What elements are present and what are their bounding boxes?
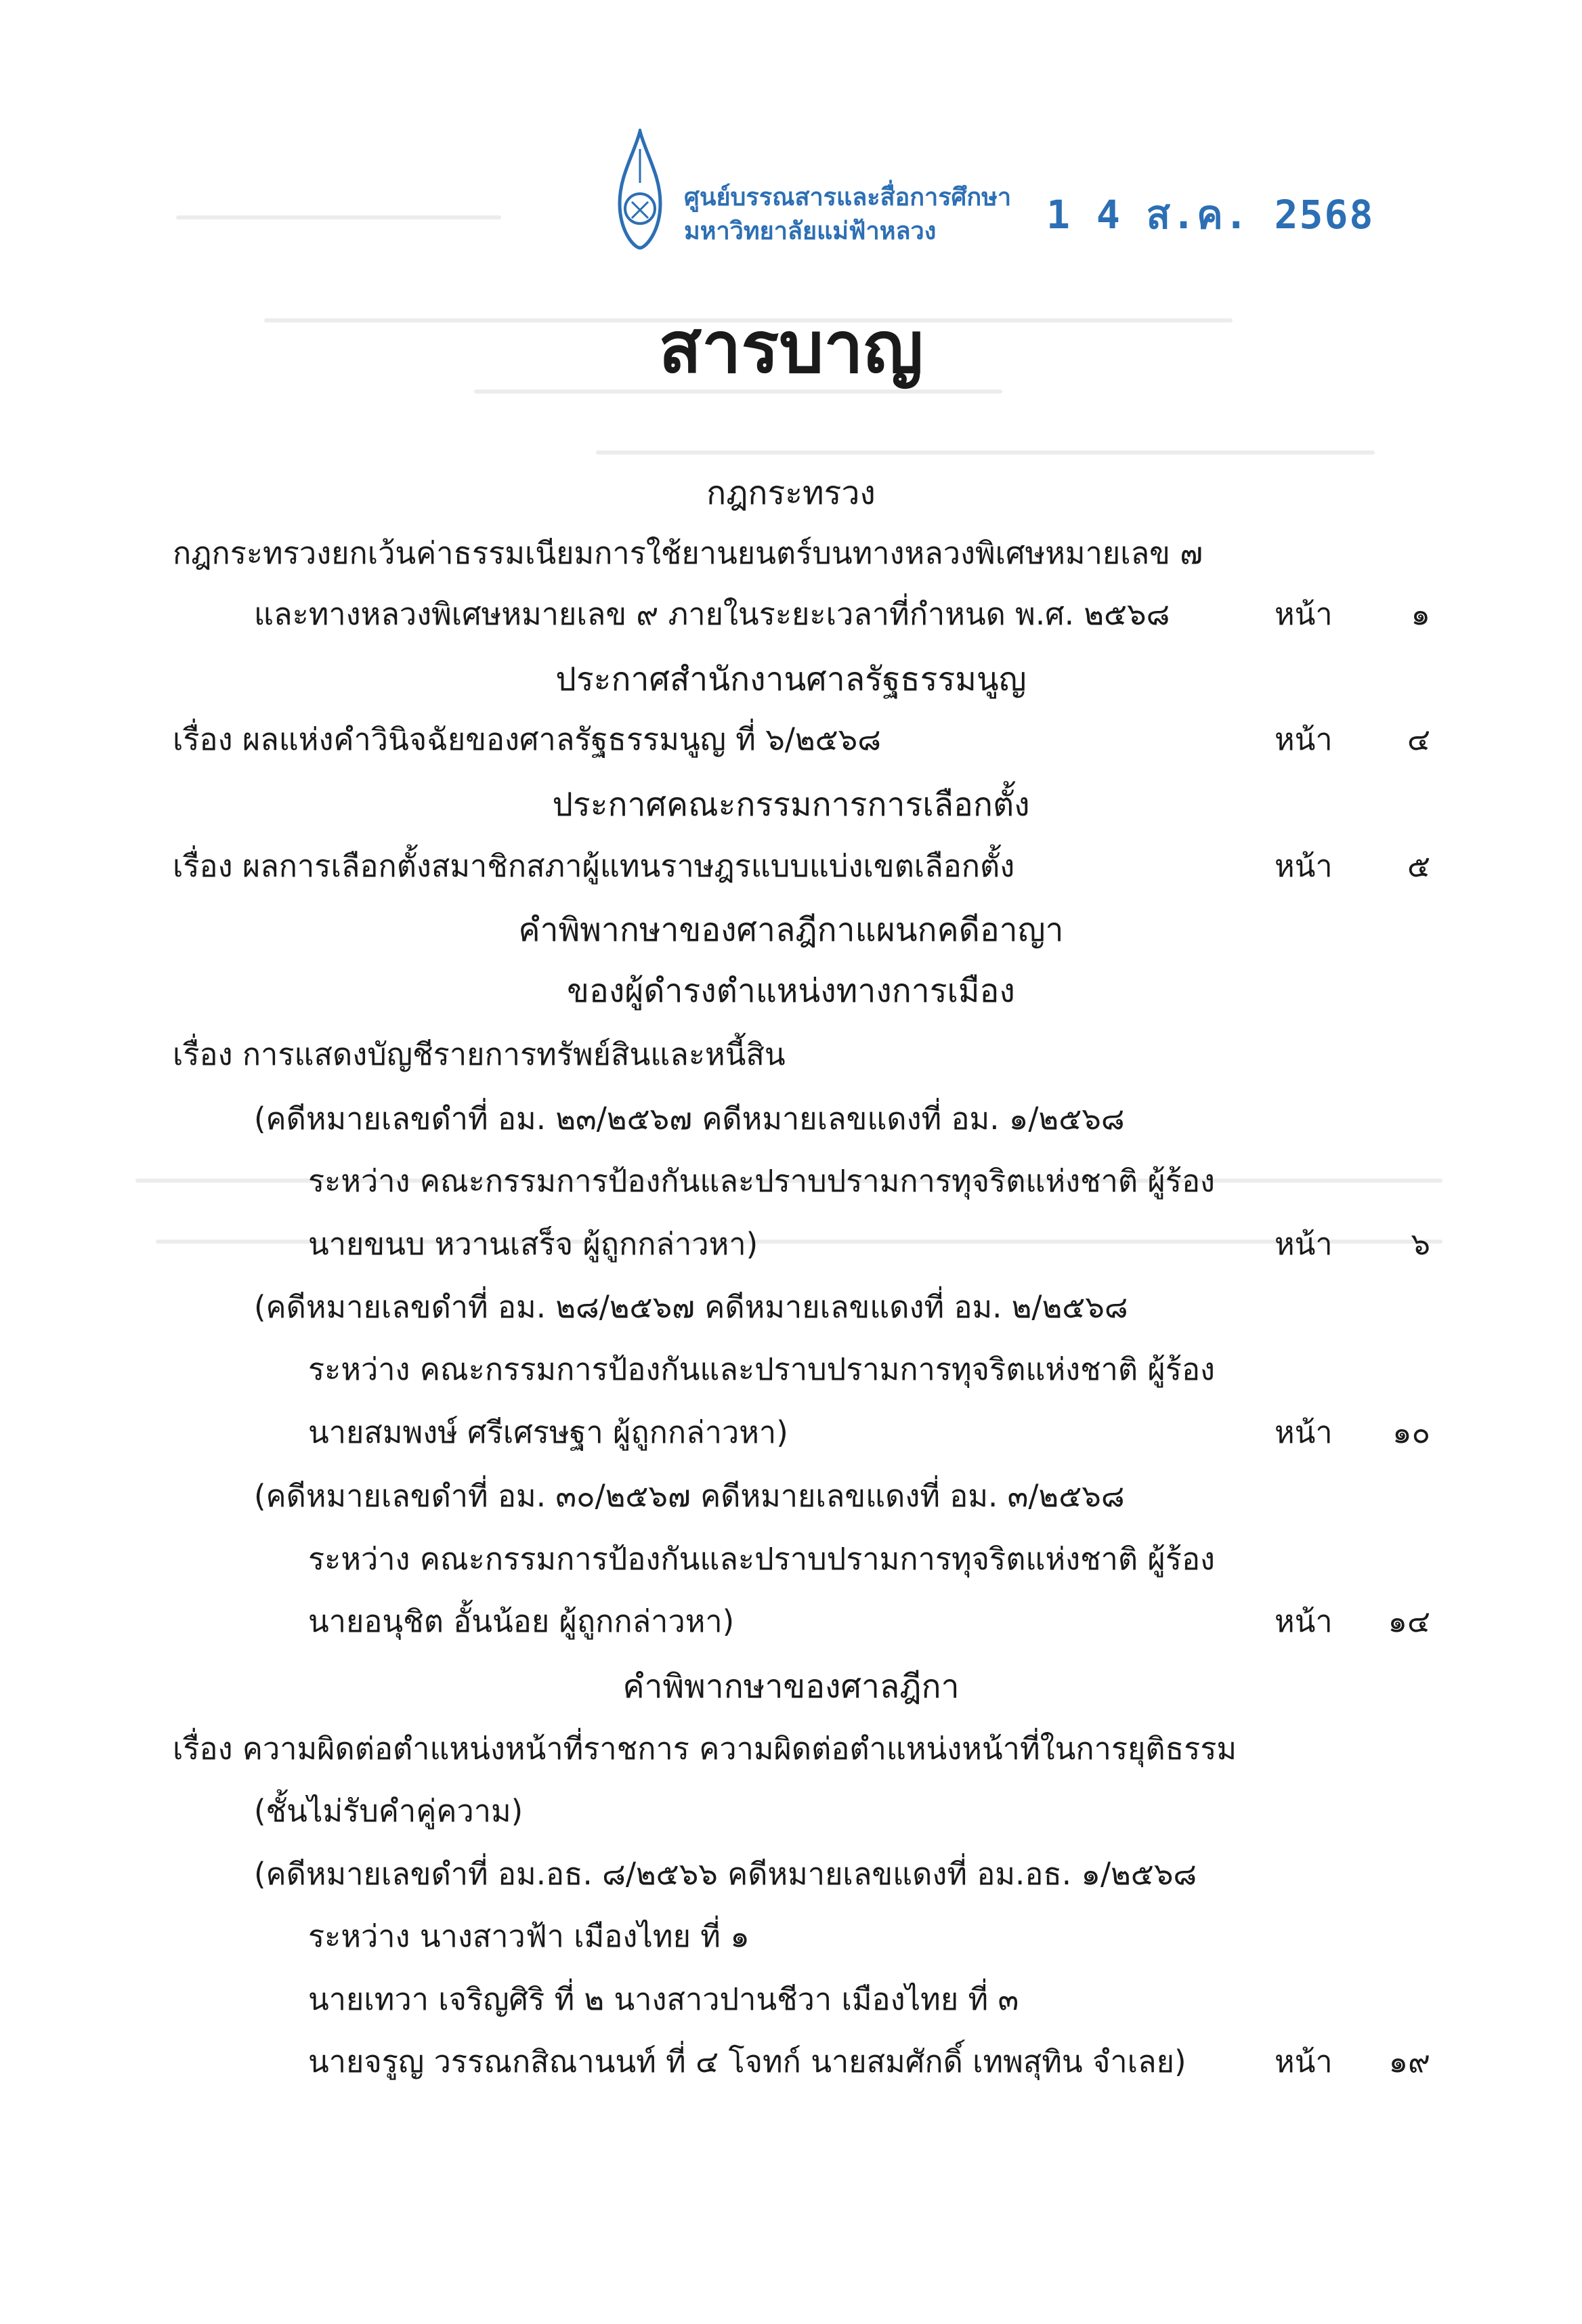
case-defendant-line: นายขนบ หวานเสร็จ ผู้ถูกกล่าวหา) — [308, 1226, 758, 1262]
page-label: หน้า — [1275, 2044, 1333, 2079]
page-label: หน้า — [1275, 1414, 1333, 1450]
bleed-through-mark — [176, 215, 501, 219]
page-number: ๑ — [1411, 596, 1430, 632]
bleed-through-mark — [596, 450, 1375, 455]
toc-entry-text: เรื่อง ความผิดต่อตำแหน่งหน้าที่ราชการ ความผิดต่อตำแหน่งหน้าที่ในการยุติธรรม — [173, 1731, 1237, 1767]
page-label: หน้า — [1275, 848, 1333, 884]
page-label: หน้า — [1275, 1226, 1333, 1262]
page-label: หน้า — [1275, 721, 1333, 757]
case-number-line: (คดีหมายเลขดำที่ อม. ๒๓/๒๕๖๗ คดีหมายเลขแดงที่ อม. ๑/๒๕๖๘ — [254, 1101, 1125, 1137]
toc-entry-text: และทางหลวงพิเศษหมายเลข ๙ ภายในระยะเวลาที่กำหนด พ.ศ. ๒๕๖๘ — [254, 596, 1170, 632]
stamp-university-name: มหาวิทยาลัยแม่ฟ้าหลวง — [684, 217, 937, 245]
section-heading-election-commission: ประกาศคณะกรรมการการเลือกตั้ง — [552, 786, 1030, 824]
toc-entry-text: เรื่อง การแสดงบัญชีรายการทรัพย์สินและหนี้สิน — [173, 1036, 786, 1072]
section-subheading-political-office-holders: ของผู้ดำรงตำแหน่งทางการเมือง — [567, 972, 1015, 1010]
toc-entry-text: กฎกระทรวงยกเว้นค่าธรรมเนียมการใช้ยานยนตร์บนทางหลวงพิเศษหมายเลข ๗ — [173, 535, 1203, 571]
page-number: ๑๙ — [1388, 2044, 1430, 2079]
page-number: ๑๔ — [1388, 1603, 1430, 1639]
stamp-center-name: ศูนย์บรรณสารและสื่อการศึกษา — [684, 184, 1012, 211]
library-stamp — [613, 129, 1375, 257]
university-emblem-icon — [613, 129, 667, 251]
case-parties-line: นายจรูญ วรรณกสิณานนท์ ที่ ๔ โจทก์ นายสมศักดิ์ เทพสุทิน จำเลย) — [308, 2044, 1186, 2079]
page-number: ๔ — [1407, 721, 1430, 757]
page-label: หน้า — [1275, 596, 1333, 632]
case-defendant-line: นายอนุชิต อั้นน้อย ผู้ถูกกล่าวหา) — [308, 1603, 735, 1639]
case-parties-line: นายเทวา เจริญศิริ ที่ ๒ นางสาวปานชีวา เมืองไทย ที่ ๓ — [308, 1981, 1019, 2017]
case-parties-line: ระหว่าง นางสาวฟ้า เมืองไทย ที่ ๑ — [308, 1918, 750, 1954]
case-defendant-line: นายสมพงษ์ ศรีเศรษฐา ผู้ถูกกล่าวหา) — [308, 1414, 788, 1450]
page-number: ๑๐ — [1392, 1414, 1430, 1450]
case-parties-line: ระหว่าง คณะกรรมการป้องกันและปราบปรามการทุจริตแห่งชาติ ผู้ร้อง — [308, 1163, 1215, 1199]
case-number-line: (คดีหมายเลขดำที่ อม. ๒๘/๒๕๖๗ คดีหมายเลขแดงที่ อม. ๒/๒๕๖๘ — [254, 1289, 1128, 1325]
case-number-line: (คดีหมายเลขดำที่ อม. ๓๐/๒๕๖๗ คดีหมายเลขแดงที่ อม. ๓/๒๕๖๘ — [254, 1478, 1125, 1514]
page-number: ๕ — [1407, 848, 1430, 884]
section-heading-supreme-court: คำพิพากษาของศาลฎีกา — [622, 1668, 960, 1706]
page-label: หน้า — [1275, 1603, 1333, 1639]
stamp-date: 1 4 ส.ค. 2568 — [1046, 192, 1375, 238]
toc-entry-note: (ชั้นไม่รับคำคู่ความ) — [254, 1793, 523, 1829]
section-heading-supreme-court-political: คำพิพากษาของศาลฎีกาแผนกคดีอาญา — [518, 911, 1064, 949]
page-number: ๖ — [1411, 1226, 1430, 1262]
section-heading-constitutional-court: ประกาศสำนักงานศาลรัฐธรรมนูญ — [555, 660, 1027, 698]
case-number-line: (คดีหมายเลขดำที่ อม.อธ. ๘/๒๕๖๖ คดีหมายเลขแดงที่ อม.อธ. ๑/๒๕๖๘ — [254, 1856, 1197, 1892]
case-parties-line: ระหว่าง คณะกรรมการป้องกันและปราบปรามการทุจริตแห่งชาติ ผู้ร้อง — [308, 1351, 1215, 1387]
section-heading-ministerial-regulation: กฎกระทรวง — [706, 474, 876, 512]
toc-entry-text: เรื่อง ผลแห่งคำวินิจฉัยของศาลรัฐธรรมนูญ ที่ ๖/๒๕๖๘ — [173, 721, 881, 757]
toc-entry-text: เรื่อง ผลการเลือกตั้งสมาชิกสภาผู้แทนราษฎรแบบแบ่งเขตเลือกตั้ง — [173, 848, 1015, 884]
case-parties-line: ระหว่าง คณะกรรมการป้องกันและปราบปรามการทุจริตแห่งชาติ ผู้ร้อง — [308, 1541, 1215, 1577]
page-title: สารบาญ — [658, 306, 924, 389]
